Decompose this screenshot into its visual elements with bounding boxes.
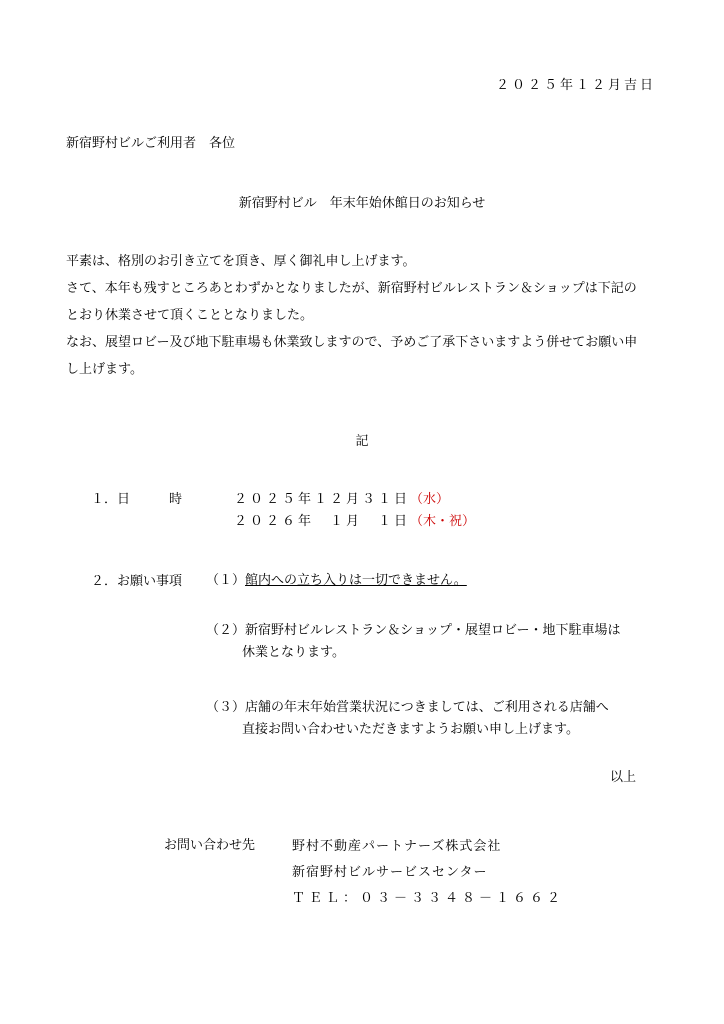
- document-date: ２０２５年１２月吉日: [495, 78, 656, 93]
- request-number: （２）: [206, 623, 246, 638]
- notice-title: 新宿野村ビル 年末年始休館日のお知らせ: [238, 196, 486, 211]
- paragraph-line: し上げます。: [66, 362, 143, 377]
- request-text-continued: 直接お問い合わせいただきますようお願い申し上げます。: [242, 722, 579, 737]
- request-number: （３）: [206, 700, 246, 715]
- contact-label: お問い合わせ先: [164, 838, 256, 853]
- closure-day: （木・祝）: [410, 514, 476, 529]
- closure-date-text: ２０２６年 １月 １日: [234, 514, 411, 529]
- paragraph-line: 平素は、格別のお引き立てを頂き、厚く御礼申し上げます。: [66, 254, 416, 269]
- request-text: 店舗の年末年始営業状況につきましては、ご利用される店舗へ: [245, 700, 609, 715]
- closure-date-text: ２０２５年１２月３１日: [234, 492, 411, 507]
- closure-day: （水）: [410, 492, 450, 507]
- request-item-2: [206, 620, 621, 664]
- request-text-continued: 休業となります。: [242, 645, 345, 660]
- closure-date-2: [234, 510, 475, 529]
- request-item-1: [206, 570, 467, 592]
- contact-phone: ＴＥＬ：０３－３３４８－１６６２: [292, 891, 565, 906]
- closing-mark: 以上: [609, 770, 636, 785]
- contact-department: 新宿野村ビルサービスセンター: [292, 865, 488, 880]
- schedule-label: １．日 時: [91, 492, 183, 507]
- request-text: 新宿野村ビルレストラン＆ショップ・展望ロビー・地下駐車場は: [245, 623, 621, 638]
- ki-heading: 記: [355, 434, 369, 449]
- request-item-3: [206, 697, 609, 741]
- closure-date-1: [234, 488, 449, 507]
- contact-details: [292, 834, 564, 912]
- paragraph-line: さて、本年も残すところあとわずかとなりましたが、新宿野村ビルレストラン＆ショップは下記の: [66, 281, 637, 296]
- requests-label: ２．お願い事項: [91, 574, 183, 589]
- paragraph-line: とおり休業させて頂くこととなりました。: [66, 308, 314, 323]
- contact-company: 野村不動産パートナーズ株式会社: [292, 839, 502, 854]
- request-number: （１）: [206, 573, 246, 588]
- recipient-line: 新宿野村ビルご利用者 各位: [66, 136, 236, 151]
- greeting-paragraph: [66, 248, 666, 383]
- request-text: 館内への立ち入りは一切できません。: [245, 573, 467, 588]
- paragraph-line: なお、展望ロビー及び地下駐車場も休業致しますので、予めご了承下さいますよう併せてお願い申: [66, 335, 638, 350]
